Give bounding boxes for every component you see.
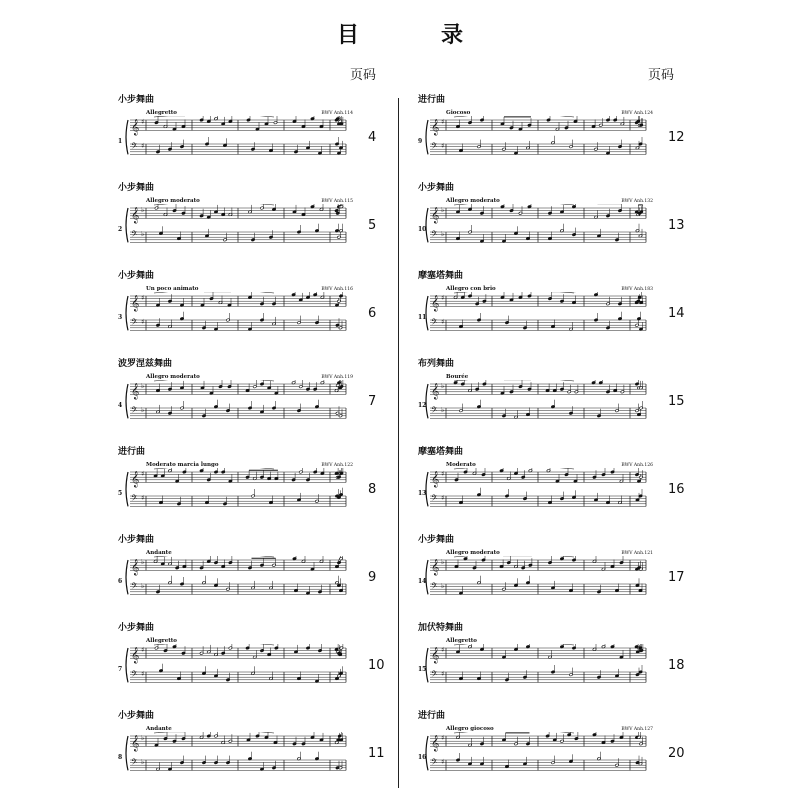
piece-title: 进行曲 — [418, 95, 446, 105]
svg-text:𝄞: 𝄞 — [431, 647, 440, 664]
bwv-catalog-number: BWV Anh.114 — [321, 111, 353, 116]
tempo-marking: Andante — [146, 550, 172, 556]
music-staff-excerpt — [424, 556, 648, 606]
bwv-catalog-number: BWV Anh.132 — [621, 199, 653, 204]
svg-text:𝄢: 𝄢 — [131, 582, 138, 594]
piece-title: 小步舞曲 — [118, 271, 155, 281]
bwv-catalog-number: BWV Anh.115 — [321, 199, 353, 204]
svg-text:♭: ♭ — [141, 229, 145, 238]
svg-text:♯: ♯ — [441, 645, 445, 654]
music-staff-excerpt — [124, 468, 348, 518]
svg-text:♭: ♭ — [141, 733, 145, 742]
toc-entry[interactable] — [418, 708, 718, 790]
svg-text:𝄞: 𝄞 — [431, 559, 440, 576]
svg-text:𝄢: 𝄢 — [131, 230, 138, 242]
piece-number: 1 — [118, 138, 123, 145]
svg-text:♯: ♯ — [441, 669, 445, 678]
toc-entry[interactable] — [418, 620, 718, 702]
piece-number: 4 — [118, 402, 123, 409]
toc-entry[interactable] — [418, 268, 718, 350]
toc-entry[interactable] — [118, 268, 418, 350]
toc-entry[interactable] — [418, 92, 718, 174]
piece-number: 16 — [418, 754, 427, 761]
svg-text:𝄞: 𝄞 — [131, 295, 140, 312]
piece-number: 3 — [118, 314, 123, 321]
contents-column-right — [418, 92, 718, 792]
piece-title: 布列舞曲 — [418, 359, 455, 369]
svg-text:𝄢: 𝄢 — [431, 406, 438, 418]
piece-title: 小步舞曲 — [118, 183, 155, 193]
grand-staff-notation — [424, 204, 648, 250]
piece-title: 加伏特舞曲 — [418, 623, 464, 633]
svg-text:♭: ♭ — [141, 757, 145, 766]
svg-text:♭: ♭ — [141, 381, 145, 390]
grand-staff-notation — [424, 468, 648, 514]
music-staff-excerpt — [424, 468, 648, 518]
svg-text:♭: ♭ — [441, 557, 445, 566]
svg-text:𝄢: 𝄢 — [431, 494, 438, 506]
page-number: 8 — [368, 482, 377, 497]
tempo-marking: Allegro moderato — [446, 198, 500, 204]
piece-number: 5 — [118, 490, 123, 497]
svg-text:𝄞: 𝄞 — [131, 119, 140, 136]
svg-text:𝄞: 𝄞 — [431, 471, 440, 488]
music-staff-excerpt — [124, 644, 348, 694]
piece-title: 进行曲 — [118, 447, 146, 457]
page-title: 目 录 — [336, 23, 493, 48]
piece-title: 小步舞曲 — [118, 535, 155, 545]
svg-text:♯: ♯ — [141, 317, 145, 326]
svg-text:♯: ♯ — [441, 469, 445, 478]
svg-text:𝄞: 𝄞 — [131, 207, 140, 224]
svg-text:𝄞: 𝄞 — [131, 559, 140, 576]
svg-text:𝄢: 𝄢 — [431, 582, 438, 594]
piece-title: 小步舞曲 — [118, 623, 155, 633]
tempo-marking: Allegretto — [146, 638, 177, 644]
svg-text:♭: ♭ — [441, 381, 445, 390]
tempo-marking: Allegro con brio — [446, 286, 496, 292]
grand-staff-notation — [124, 468, 348, 514]
page-number: 12 — [668, 130, 685, 145]
piece-title: 小步舞曲 — [418, 535, 455, 545]
piece-title: 波罗涅兹舞曲 — [118, 359, 173, 369]
tempo-marking: Bourée — [446, 374, 469, 380]
piece-title: 小步舞曲 — [418, 183, 455, 193]
svg-text:♭: ♭ — [441, 205, 445, 214]
svg-text:♯: ♯ — [141, 469, 145, 478]
svg-text:♭: ♭ — [141, 205, 145, 214]
grand-staff-notation — [424, 380, 648, 426]
toc-entry[interactable] — [118, 620, 418, 702]
svg-text:𝄞: 𝄞 — [131, 647, 140, 664]
tempo-marking: Allegretto — [446, 638, 477, 644]
svg-text:𝄞: 𝄞 — [131, 383, 140, 400]
page-number: 7 — [368, 394, 377, 409]
music-staff-excerpt — [124, 732, 348, 782]
svg-text:𝄞: 𝄞 — [431, 383, 440, 400]
piece-number: 11 — [418, 314, 427, 321]
music-staff-excerpt — [124, 204, 348, 254]
page-column-header-right: 页码 — [648, 68, 675, 83]
svg-text:𝄞: 𝄞 — [431, 207, 440, 224]
bwv-catalog-number: BWV Anh.127 — [621, 727, 653, 732]
page-number: 10 — [368, 658, 385, 673]
svg-text:♭: ♭ — [141, 581, 145, 590]
music-staff-excerpt — [424, 116, 648, 166]
svg-text:𝄞: 𝄞 — [431, 119, 440, 136]
toc-entry[interactable] — [418, 356, 718, 438]
bwv-catalog-number: BWV Anh.116 — [321, 287, 353, 292]
svg-text:𝄢: 𝄢 — [131, 318, 138, 330]
grand-staff-notation — [424, 732, 648, 778]
piece-number: 8 — [118, 754, 123, 761]
tempo-marking: Andante — [146, 726, 172, 732]
svg-text:♯: ♯ — [441, 317, 445, 326]
piece-number: 7 — [118, 666, 123, 673]
piece-title: 进行曲 — [418, 711, 446, 721]
contents-column-left — [118, 92, 418, 792]
tempo-marking: Allegro moderato — [146, 374, 200, 380]
grand-staff-notation — [424, 644, 648, 690]
svg-text:𝄢: 𝄢 — [131, 494, 138, 506]
piece-number: 15 — [418, 666, 427, 673]
svg-text:♭: ♭ — [441, 405, 445, 414]
grand-staff-notation — [424, 116, 648, 162]
svg-text:𝄢: 𝄢 — [131, 670, 138, 682]
svg-text:♯: ♯ — [141, 117, 145, 126]
music-staff-excerpt — [124, 116, 348, 166]
grand-staff-notation — [124, 204, 348, 250]
music-staff-excerpt — [424, 732, 648, 782]
music-staff-excerpt — [124, 556, 348, 606]
page-number: 6 — [368, 306, 377, 321]
page-number: 9 — [368, 570, 377, 585]
piece-number: 12 — [418, 402, 427, 409]
svg-text:𝄢: 𝄢 — [431, 758, 438, 770]
music-staff-excerpt — [424, 380, 648, 430]
svg-text:♯: ♯ — [141, 493, 145, 502]
bwv-catalog-number: BWV Anh.122 — [321, 463, 353, 468]
svg-text:♯: ♯ — [441, 757, 445, 766]
toc-entry[interactable] — [418, 180, 718, 262]
bwv-catalog-number: BWV Anh.121 — [621, 551, 653, 556]
page-number: 15 — [668, 394, 685, 409]
tempo-marking: Allegro giocoso — [446, 726, 494, 732]
music-staff-excerpt — [124, 292, 348, 342]
grand-staff-notation — [124, 732, 348, 778]
toc-entry[interactable] — [118, 708, 418, 790]
piece-number: 14 — [418, 578, 427, 585]
page-column-header-left: 页码 — [350, 68, 377, 83]
page-number: 5 — [368, 218, 377, 233]
page-number: 4 — [368, 130, 377, 145]
toc-entry[interactable] — [118, 356, 418, 438]
toc-entry[interactable] — [418, 532, 718, 614]
page-number: 17 — [668, 570, 685, 585]
piece-title: 小步舞曲 — [118, 711, 155, 721]
svg-text:𝄢: 𝄢 — [131, 758, 138, 770]
tempo-marking: Allegretto — [146, 110, 177, 116]
svg-text:𝄢: 𝄢 — [431, 230, 438, 242]
piece-title: 摩塞塔舞曲 — [418, 271, 464, 281]
svg-text:♭: ♭ — [441, 581, 445, 590]
tempo-marking: Un poco animato — [146, 286, 199, 292]
page-number: 20 — [668, 746, 685, 761]
toc-entry[interactable] — [118, 180, 418, 262]
tempo-marking: Moderato — [446, 462, 476, 468]
svg-text:♯: ♯ — [441, 293, 445, 302]
bwv-catalog-number: BWV Anh.183 — [621, 287, 653, 292]
svg-text:♭: ♭ — [141, 557, 145, 566]
page-number: 14 — [668, 306, 685, 321]
grand-staff-notation — [124, 644, 348, 690]
tempo-marking: Giocoso — [446, 110, 471, 116]
music-staff-excerpt — [424, 644, 648, 694]
music-staff-excerpt — [424, 204, 648, 254]
page-number: 11 — [368, 746, 385, 761]
grand-staff-notation — [124, 380, 348, 426]
svg-text:𝄢: 𝄢 — [431, 670, 438, 682]
svg-text:𝄞: 𝄞 — [131, 471, 140, 488]
piece-title: 摩塞塔舞曲 — [418, 447, 464, 457]
toc-entry[interactable] — [118, 92, 418, 174]
svg-text:𝄢: 𝄢 — [131, 142, 138, 154]
toc-entry[interactable] — [118, 444, 418, 526]
svg-text:♭: ♭ — [141, 405, 145, 414]
grand-staff-notation — [424, 556, 648, 602]
svg-text:♯: ♯ — [441, 733, 445, 742]
page-number: 18 — [668, 658, 685, 673]
piece-number: 13 — [418, 490, 427, 497]
svg-text:♭: ♭ — [441, 229, 445, 238]
piece-number: 9 — [418, 138, 423, 145]
bwv-catalog-number: BWV Anh.119 — [321, 375, 353, 380]
grand-staff-notation — [124, 292, 348, 338]
bwv-catalog-number: BWV Anh.124 — [621, 111, 653, 116]
svg-text:♯: ♯ — [441, 117, 445, 126]
svg-text:𝄞: 𝄞 — [431, 735, 440, 752]
svg-text:𝄢: 𝄢 — [431, 318, 438, 330]
svg-text:♯: ♯ — [141, 293, 145, 302]
tempo-marking: Allegro moderato — [446, 550, 500, 556]
grand-staff-notation — [124, 116, 348, 162]
svg-text:𝄢: 𝄢 — [431, 142, 438, 154]
svg-text:𝄢: 𝄢 — [131, 406, 138, 418]
piece-number: 10 — [418, 226, 427, 233]
svg-text:♯: ♯ — [441, 141, 445, 150]
svg-text:𝄞: 𝄞 — [431, 295, 440, 312]
page-number: 16 — [668, 482, 685, 497]
svg-text:𝄞: 𝄞 — [131, 735, 140, 752]
music-staff-excerpt — [124, 380, 348, 430]
grand-staff-notation — [124, 556, 348, 602]
svg-text:♯: ♯ — [141, 669, 145, 678]
piece-number: 6 — [118, 578, 123, 585]
bwv-catalog-number: BWV Anh.126 — [621, 463, 653, 468]
svg-text:♯: ♯ — [141, 645, 145, 654]
grand-staff-notation — [424, 292, 648, 338]
piece-number: 2 — [118, 226, 123, 233]
music-staff-excerpt — [424, 292, 648, 342]
svg-text:♯: ♯ — [441, 493, 445, 502]
toc-entry[interactable] — [118, 532, 418, 614]
tempo-marking: Allegro moderato — [146, 198, 200, 204]
tempo-marking: Moderato marcia lungo — [146, 462, 219, 468]
toc-entry[interactable] — [418, 444, 718, 526]
page-number: 13 — [668, 218, 685, 233]
piece-title: 小步舞曲 — [118, 95, 155, 105]
svg-text:♯: ♯ — [141, 141, 145, 150]
